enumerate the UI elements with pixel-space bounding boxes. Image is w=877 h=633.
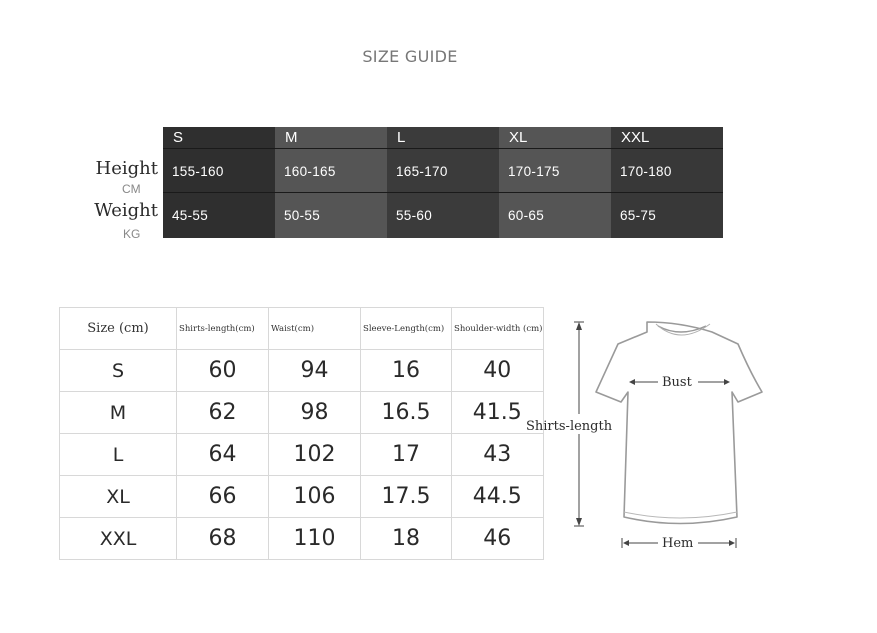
weight-unit: KG bbox=[123, 227, 141, 241]
size-header: XXL bbox=[611, 127, 723, 149]
sleeve-length-cell: 17 bbox=[361, 434, 452, 476]
table-row bbox=[60, 392, 544, 434]
header-size: Size (cm) bbox=[60, 308, 177, 350]
size-column-xl bbox=[499, 127, 611, 238]
shirts-length-label: Shirts-length bbox=[526, 419, 613, 434]
size-column-s bbox=[163, 127, 275, 238]
table-row bbox=[60, 518, 544, 560]
header-shoulder-width: Shoulder-width (cm) bbox=[452, 308, 544, 350]
size-cell: M bbox=[60, 392, 177, 434]
height-cell: 155-160 bbox=[163, 150, 275, 193]
waist-cell: 98 bbox=[269, 392, 361, 434]
shirts-length-cell: 62 bbox=[177, 392, 269, 434]
shoulder-width-cell: 44.5 bbox=[452, 476, 544, 518]
weight-cell: 50-55 bbox=[284, 208, 321, 223]
shirts-length-cell: 68 bbox=[177, 518, 269, 560]
size-header: S bbox=[163, 127, 275, 149]
sleeve-length-cell: 17.5 bbox=[361, 476, 452, 518]
size-header: L bbox=[387, 127, 499, 149]
height-cell: 165-170 bbox=[387, 150, 499, 193]
size-cell: XXL bbox=[60, 518, 177, 560]
shirts-length-cell: 60 bbox=[177, 350, 269, 392]
hem-label: Hem bbox=[662, 536, 694, 551]
size-header: XL bbox=[499, 127, 611, 149]
weight-cell: 60-65 bbox=[508, 208, 545, 223]
weight-cell: 55-60 bbox=[396, 208, 433, 223]
size-column-m bbox=[275, 127, 387, 238]
shoulder-width-cell: 46 bbox=[452, 518, 544, 560]
sleeve-length-cell: 16.5 bbox=[361, 392, 452, 434]
size-cell: XL bbox=[60, 476, 177, 518]
sleeve-length-cell: 18 bbox=[361, 518, 452, 560]
size-header: M bbox=[275, 127, 387, 149]
tshirt-diagram bbox=[520, 312, 780, 557]
waist-cell: 102 bbox=[269, 434, 361, 476]
size-column-xxl bbox=[611, 127, 723, 238]
table-row bbox=[60, 476, 544, 518]
shoulder-width-cell: 41.5 bbox=[452, 392, 544, 434]
size-column-l bbox=[387, 127, 499, 238]
shoulder-width-cell: 40 bbox=[452, 350, 544, 392]
weight-cell: 45-55 bbox=[172, 208, 209, 223]
table-row bbox=[60, 434, 544, 476]
height-label: Height bbox=[95, 158, 158, 179]
header-sleeve-length: Sleeve-Length(cm) bbox=[361, 308, 452, 350]
height-cell: 170-180 bbox=[611, 150, 723, 193]
waist-cell: 106 bbox=[269, 476, 361, 518]
size-cell: S bbox=[60, 350, 177, 392]
tshirt-outline-icon bbox=[596, 322, 762, 524]
weight-label: Weight bbox=[94, 200, 158, 221]
size-cell: L bbox=[60, 434, 177, 476]
header-waist: Waist(cm) bbox=[269, 308, 361, 350]
shoulder-width-cell: 43 bbox=[452, 434, 544, 476]
weight-cell: 65-75 bbox=[620, 208, 657, 223]
shirts-length-cell: 66 bbox=[177, 476, 269, 518]
height-cell: 170-175 bbox=[499, 150, 611, 193]
sleeve-length-cell: 16 bbox=[361, 350, 452, 392]
waist-cell: 94 bbox=[269, 350, 361, 392]
table-header-row bbox=[60, 308, 544, 350]
table-row bbox=[60, 350, 544, 392]
height-unit: CM bbox=[122, 182, 141, 196]
bust-label: Bust bbox=[662, 375, 692, 390]
header-shirts-length: Shirts-length(cm) bbox=[177, 308, 269, 350]
page-title: SIZE GUIDE bbox=[362, 47, 458, 66]
size-body-table bbox=[163, 127, 723, 238]
height-cell: 160-165 bbox=[275, 150, 387, 193]
shirts-length-cell: 64 bbox=[177, 434, 269, 476]
measurement-table bbox=[59, 307, 544, 560]
waist-cell: 110 bbox=[269, 518, 361, 560]
